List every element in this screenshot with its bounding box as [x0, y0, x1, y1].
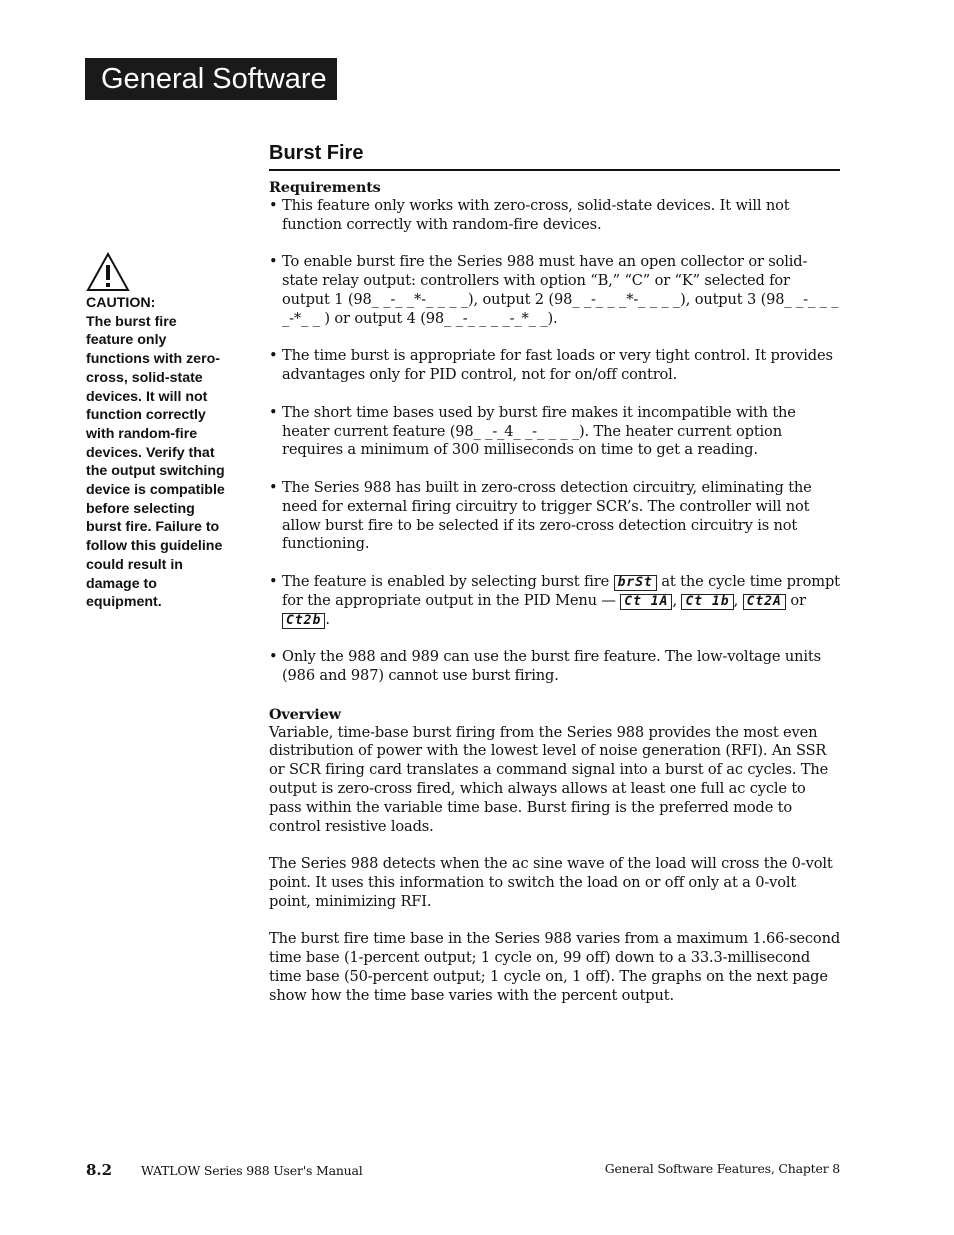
overview-heading: Overview: [269, 705, 341, 723]
lcd-ct1a: Ct 1A: [620, 594, 672, 610]
separator: ,: [672, 591, 677, 609]
lcd-ct1b: Ct 1b: [681, 594, 733, 610]
lcd-brst: brSt: [614, 575, 657, 591]
enable-text-1: The feature is enabled by selecting burst fire: [282, 572, 610, 590]
section-title: Burst Fire: [269, 140, 840, 171]
requirements-heading: Requirements: [269, 179, 381, 196]
page-header-title: General Software: [85, 58, 337, 100]
enable-end: .: [325, 610, 330, 628]
caution-label: CAUTION:: [86, 295, 156, 311]
lcd-ct2a: Ct2A: [743, 594, 786, 610]
page-number: 8.2: [86, 1161, 113, 1179]
requirement-bullet: • To enable burst fire the Series 988 must have an open collector or solid-state relay output: controllers with option “B,” “C” or “K” selected for output 1 (98_ _-_ _*-_ _ _ _), output 2 (98_ _-_ _ _*-_ _ _ _), output 3 (98_ _-_ _ _ _-*_ _ ) or output 4 (98_ _-_ _ _ _-_*_ _).: [269, 253, 840, 328]
footer-chapter: General Software Features, Chapter 8: [604, 1161, 840, 1176]
requirement-bullet: • The short time bases used by burst fire makes it incompatible with the heater current feature (98_ _-_4_ _-_ _ _ _). The heater current option requires a minimum of 300 milliseconds on time to get a reading.: [269, 404, 840, 460]
caution-text: The burst fire feature only functions with zero-cross, solid-state devices. It will not function correctly with random-fire devices. Verify that the output switching device is compatible before selecting burst fire. Failure to follow this guideline could result in damage to equipment.: [86, 313, 225, 611]
requirement-bullet: • The time burst is appropriate for fast loads or very tight control. It provides advantages only for PID control, not for on/off control.: [269, 347, 840, 385]
enable-text-or: or: [790, 591, 806, 609]
overview-paragraph: The burst fire time base in the Series 988 varies from a maximum 1.66-second time base (1-percent output; 1 cycle on, 99 off) down to a 33.3-millisecond time base (50-percent output; 1 cycle on, 1 off). The graphs on the next page show how the time base varies with the percent output.: [269, 930, 841, 1004]
overview-paragraph: Variable, time-base burst firing from the Series 988 provides the most even distribution of power with the lowest level of noise generation (RFI). An SSR or SCR firing card translates a command signal into a burst of ac cycles. The output is zero-cross fired, which always allows at least one full ac cycle to pass within the variable time base. Burst firing is the preferred mode to control resistive loads.: [269, 723, 829, 835]
warning-triangle-icon: [86, 252, 130, 292]
lcd-ct2b: Ct2b: [282, 613, 325, 629]
separator: ,: [733, 591, 739, 609]
enable-text-2: at the cycle time prompt for the appropriate output in the PID Menu —: [282, 572, 840, 609]
caution-note: [86, 252, 226, 612]
requirement-bullet: • The Series 988 has built in zero-cross detection circuitry, eliminating the need for external firing circuitry to trigger SCR’s. The controller will not allow burst fire to be selected if its zero-cross detection circuitry is not functioning.: [269, 479, 840, 554]
requirement-bullet: • Only the 988 and 989 can use the burst fire feature. The low-voltage units (986 and 987) cannot use burst firing.: [269, 648, 840, 686]
requirement-bullet: • This feature only works with zero-cross, solid-state devices. It will not function correctly with random-fire devices.: [269, 197, 840, 235]
requirement-bullet-enable: [269, 573, 840, 629]
overview-paragraph: The Series 988 detects when the ac sine wave of the load will cross the 0-volt point. It uses this information to switch the load on or off only at a 0-volt point, minimizing RFI.: [269, 855, 833, 910]
main-content: [269, 178, 840, 1024]
footer-manual-title: WATLOW Series 988 User's Manual: [141, 1163, 363, 1178]
